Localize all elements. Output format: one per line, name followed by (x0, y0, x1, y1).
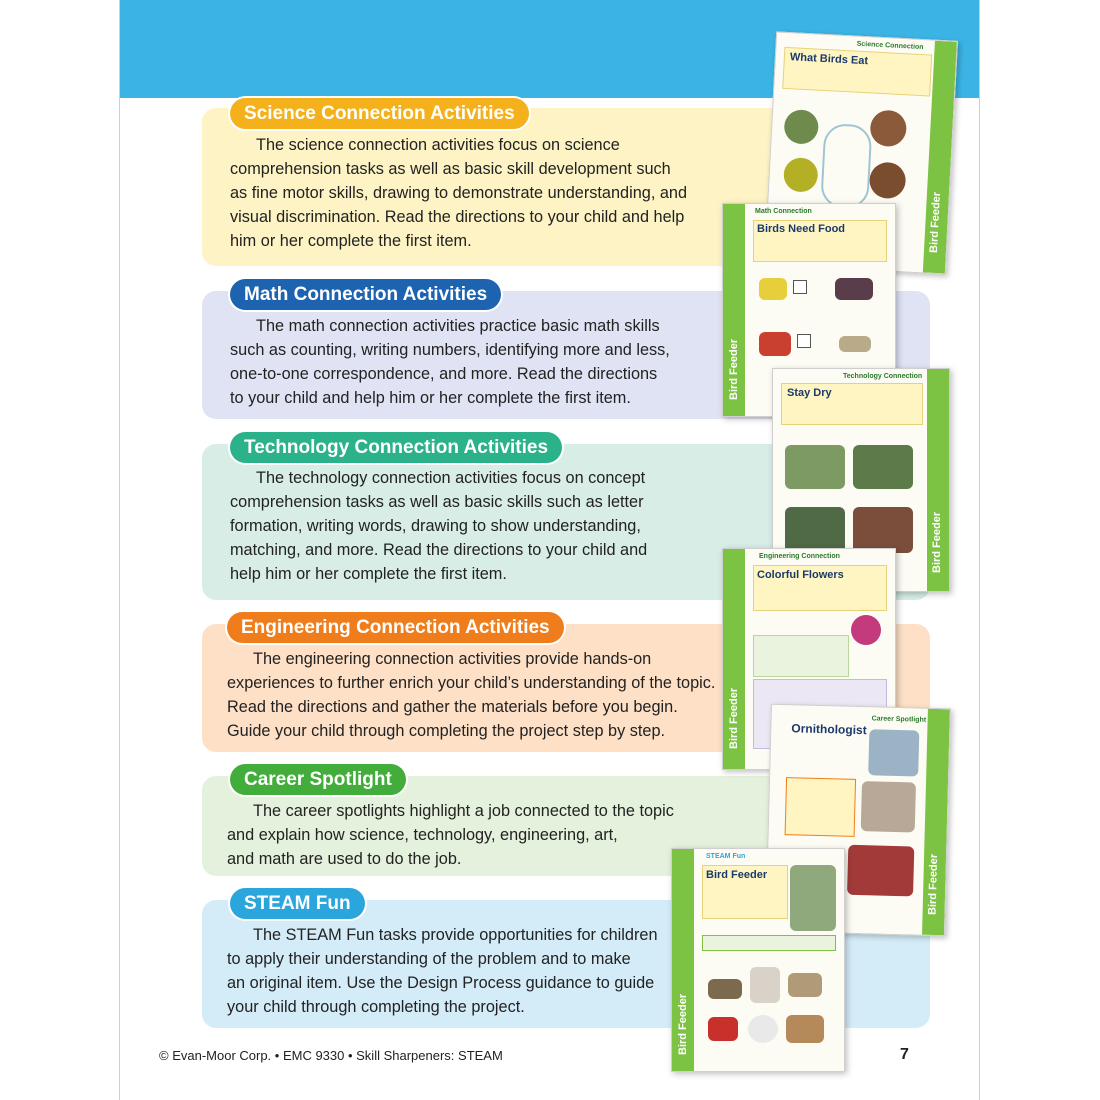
steam-section-text (227, 923, 727, 1019)
document-page (119, 0, 980, 1100)
worksheet-title: Bird Feeder (706, 869, 768, 881)
engineering-section-text (227, 647, 747, 743)
career-section-title: Career Spotlight (230, 764, 406, 795)
text-line: and math are used to do the job. (227, 850, 462, 868)
text-line: comprehension tasks as well as basic skills such as letter (230, 493, 644, 511)
worksheet-title: Stay Dry (787, 387, 832, 399)
worksheet-side-label: Bird Feeder (677, 993, 689, 1055)
text-line: one-to-one correspondence, and more. Read the directions (230, 365, 658, 383)
text-line: The STEAM Fun tasks provide opportunities for children (253, 926, 658, 944)
worksheet-header: Technology Connection (843, 373, 923, 380)
worksheet-side-label: Bird Feeder (927, 191, 944, 254)
engineering-section-title: Engineering Connection Activities (227, 612, 564, 643)
worksheet-thumbnail-bird-feeder (671, 848, 845, 1072)
text-line: such as counting, writing numbers, identifying more and less, (230, 341, 670, 359)
career-section-text (227, 799, 727, 871)
technology-section-title: Technology Connection Activities (230, 432, 562, 463)
steam-section-title: STEAM Fun (230, 888, 365, 919)
technology-section-text (230, 466, 730, 586)
text-line: Read the directions and gather the materials before you begin. (227, 698, 678, 716)
worksheet-title: What Birds Eat (789, 51, 869, 68)
worksheet-header: Math Connection (755, 208, 812, 215)
page-number: 7 (900, 1046, 909, 1063)
text-line: help him or her complete the first item. (230, 565, 507, 583)
text-line: him or her complete the first item. (230, 232, 472, 250)
worksheet-title: Birds Need Food (757, 223, 846, 235)
text-line: The engineering connection activities provide hands-on (253, 650, 652, 668)
text-line: to apply their understanding of the problem and to make (227, 950, 631, 968)
worksheet-header: Career Spotlight (871, 715, 927, 724)
page-footer-credit: © Evan-Moor Corp. • EMC 9330 • Skill Sharpeners: STEAM (159, 1048, 503, 1063)
text-line: The career spotlights highlight a job connected to the topic (253, 802, 674, 820)
worksheet-side-label: Bird Feeder (926, 853, 941, 916)
text-line: comprehension tasks as well as basic skill development such (230, 160, 671, 178)
text-line: experiences to further enrich your child’s understanding of the topic. (227, 674, 716, 692)
text-line: visual discrimination. Read the directions to your child and help (230, 208, 685, 226)
math-section-title: Math Connection Activities (230, 279, 501, 310)
worksheet-side-label: Bird Feeder (931, 511, 943, 573)
text-line: formation, writing words, drawing to show understanding, (230, 517, 641, 535)
worksheet-title: Colorful Flowers (757, 569, 844, 581)
science-section-title: Science Connection Activities (230, 98, 529, 129)
science-section-text (230, 133, 730, 253)
text-line: and explain how science, technology, engineering, art, (227, 826, 618, 844)
text-line: The technology connection activities focus on concept (256, 469, 646, 487)
worksheet-header: Science Connection (856, 40, 924, 52)
worksheet-title: Ornithologist (791, 721, 867, 738)
worksheet-side-label: Bird Feeder (728, 338, 740, 400)
text-line: The math connection activities practice basic math skills (256, 317, 660, 335)
text-line: Guide your child through completing the project step by step. (227, 722, 666, 740)
text-line: The science connection activities focus on science (256, 136, 620, 154)
text-line: your child through completing the project. (227, 998, 525, 1016)
worksheet-header: STEAM Fun (706, 853, 746, 860)
worksheet-side-label: Bird Feeder (728, 687, 740, 749)
text-line: to your child and help him or her complete the first item. (230, 389, 631, 407)
worksheet-header: Engineering Connection (759, 553, 840, 560)
text-line: an original item. Use the Design Process guidance to guide (227, 974, 655, 992)
text-line: as fine motor skills, drawing to demonstrate understanding, and (230, 184, 688, 202)
text-line: matching, and more. Read the directions to your child and (230, 541, 648, 559)
math-section-text (230, 314, 730, 410)
